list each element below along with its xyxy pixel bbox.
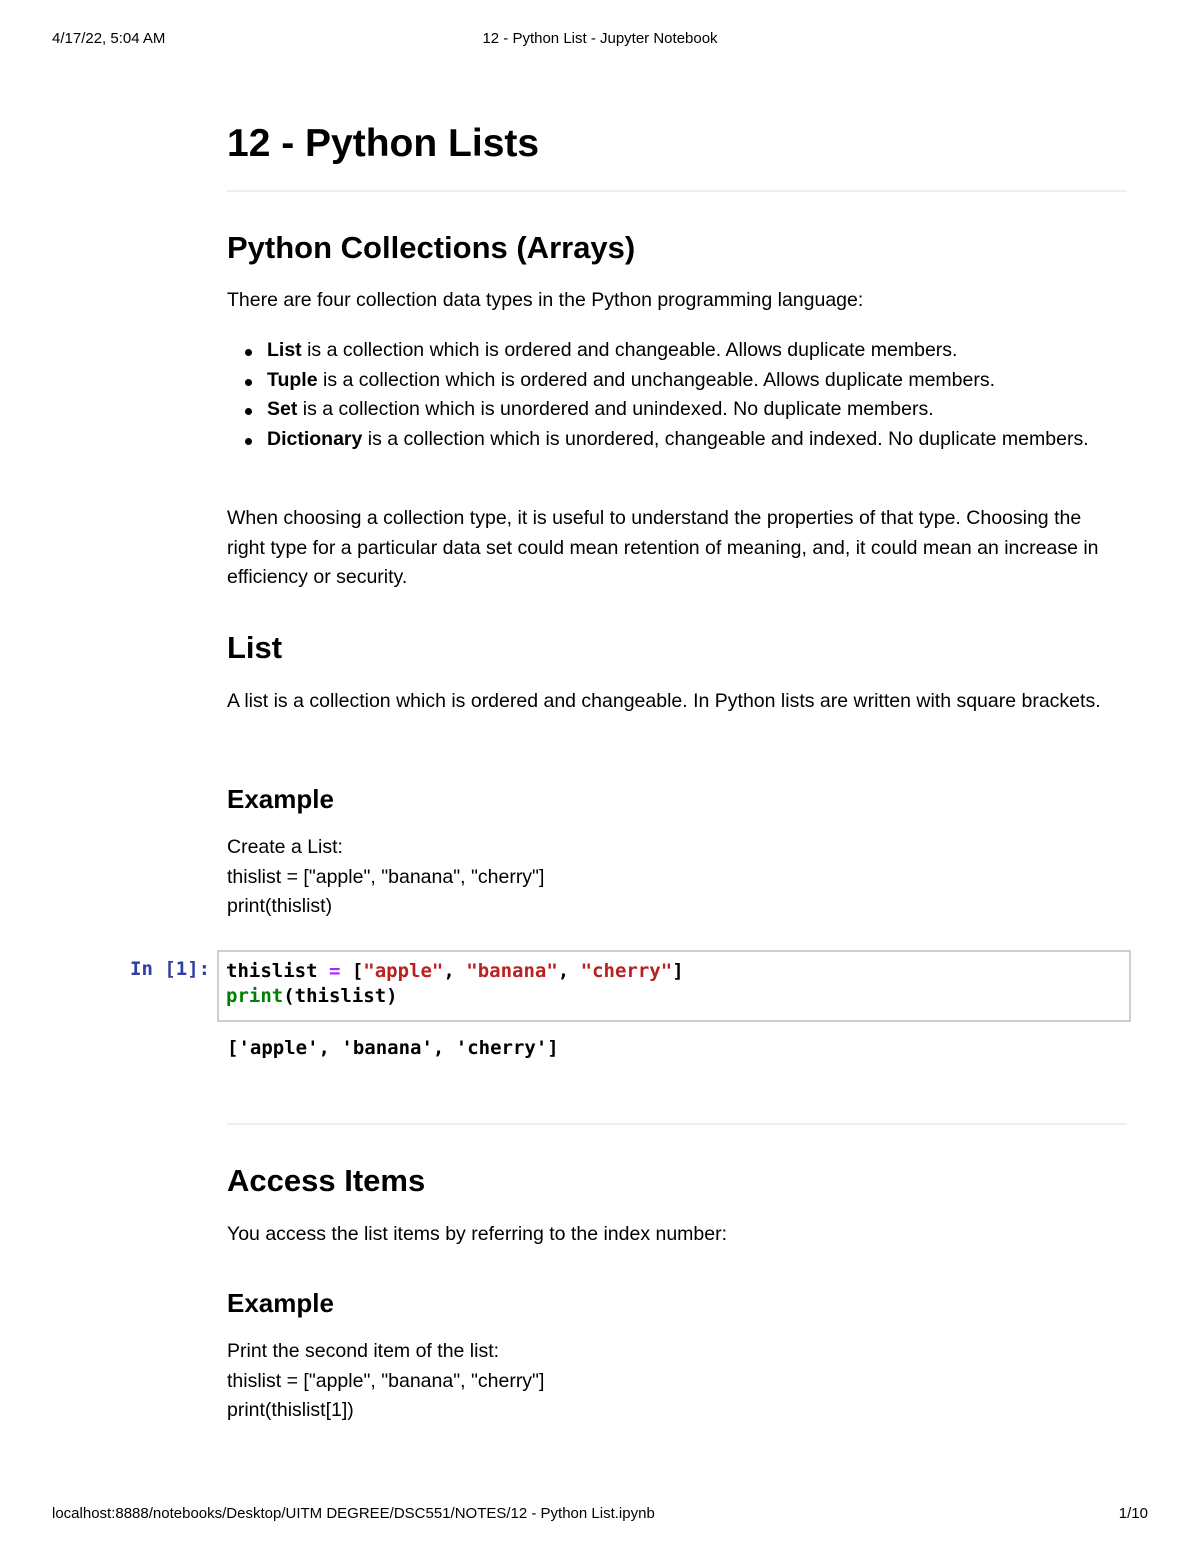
list-item	[267, 366, 1097, 396]
code-cell[interactable]	[217, 950, 1131, 1022]
term: Dictionary	[267, 427, 363, 450]
example-line: Print the second item of the list:	[227, 1340, 500, 1362]
page-number: 1/10	[1118, 1505, 1148, 1522]
print-header	[0, 30, 1200, 50]
example-text	[227, 1337, 1107, 1426]
list-heading: List	[227, 630, 283, 665]
cell-prompt: In [1]:	[130, 958, 211, 980]
example-line: thislist = ["apple", "banana", "cherry"]	[227, 865, 545, 888]
example-line: Create a List:	[227, 836, 343, 858]
code-token: ,	[557, 960, 581, 982]
cell-output: ['apple', 'banana', 'cherry']	[227, 1037, 559, 1059]
print-date: 4/17/22, 5:04 AM	[52, 30, 166, 47]
collections-intro: There are four collection data types in the Python programming language:	[227, 289, 864, 311]
definition: is a collection which is ordered and unchangeable. Allows duplicate members.	[317, 368, 996, 391]
collections-heading: Python Collections (Arrays)	[227, 230, 636, 265]
code-token: =	[317, 960, 352, 982]
code-token: ]	[672, 960, 684, 982]
definition: is a collection which is unordered, changeable and indexed. No duplicate members.	[362, 427, 1089, 450]
code-input[interactable]	[226, 959, 684, 1009]
list-item	[267, 395, 1097, 425]
code-string: "cherry"	[580, 960, 673, 982]
term: Set	[267, 398, 298, 420]
example-heading: Example	[227, 1288, 334, 1318]
list-item	[267, 425, 1097, 455]
notebook-title: 12 - Python Lists	[227, 122, 540, 165]
code-string: "apple"	[363, 960, 444, 982]
divider	[227, 190, 1127, 192]
code-token: [	[351, 960, 364, 982]
example-line: thislist = ["apple", "banana", "cherry"]	[227, 1369, 545, 1392]
term: List	[267, 339, 302, 361]
example-text	[227, 833, 1107, 922]
code-builtin: print	[226, 985, 284, 1007]
example-heading: Example	[227, 784, 334, 814]
collections-note: When choosing a collection type, it is useful to understand the properties of that type. Choosing the right type for a particular data set could mean retention of meaning, and, it could mean an increase in efficiency or security.	[227, 507, 1099, 588]
divider	[227, 1123, 1127, 1125]
code-token: thislist	[226, 960, 318, 982]
list-item	[267, 336, 1097, 366]
example-line: print(thislist[1])	[227, 1399, 354, 1421]
list-description: A list is a collection which is ordered and changeable. In Python lists are written with square brackets.	[227, 690, 1101, 712]
example-line: print(thislist)	[227, 895, 333, 917]
code-token: (thislist)	[283, 985, 398, 1007]
print-url: localhost:8888/notebooks/Desktop/UITM DEGREE/DSC551/NOTES/12 - Python List.ipynb	[52, 1505, 655, 1522]
definition: is a collection which is ordered and changeable. Allows duplicate members.	[301, 339, 958, 361]
code-token: ,	[443, 960, 467, 982]
definition: is a collection which is unordered and unindexed. No duplicate members.	[297, 398, 934, 420]
term: Tuple	[267, 368, 318, 391]
collection-types-list	[227, 336, 1097, 454]
print-page-title: 12 - Python List - Jupyter Notebook	[482, 30, 718, 47]
access-items-heading: Access Items	[227, 1163, 426, 1198]
code-string: "banana"	[466, 960, 558, 982]
access-items-description: You access the list items by referring to the index number:	[227, 1223, 728, 1245]
